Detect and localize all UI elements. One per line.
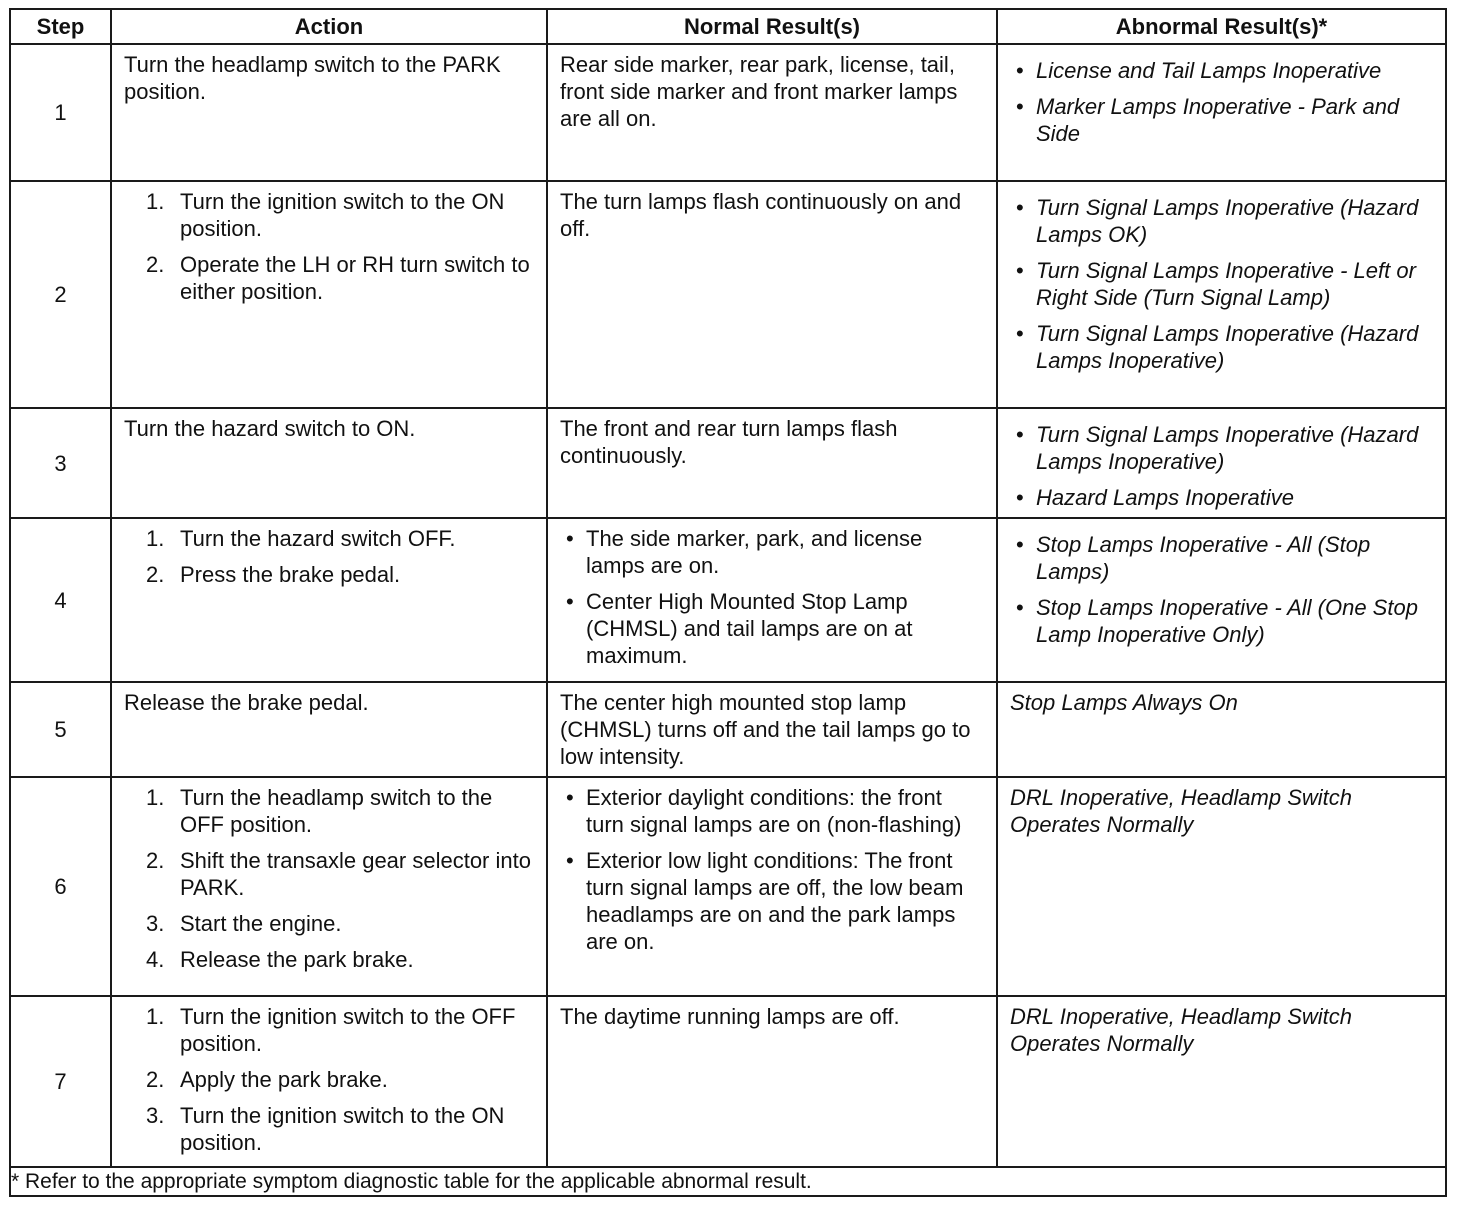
footnote: * Refer to the appropriate symptom diagnostic table for the applicable abnormal result.	[10, 1167, 1446, 1196]
abnormal-result-text: DRL Inoperative, Headlamp Switch Operates Normally	[1010, 1004, 1352, 1056]
table-row	[10, 777, 1446, 996]
step-index: 1.	[146, 189, 165, 214]
action-steps-list	[124, 1003, 534, 1156]
step-index: 4.	[146, 947, 165, 972]
action-text: Turn the headlamp switch to the PARK position.	[124, 52, 501, 104]
abnormal-result-item: • Hazard Lamps Inoperative	[1010, 484, 1433, 511]
action-cell	[111, 777, 547, 996]
normal-results-list	[560, 784, 984, 955]
normal-result-text: The front and rear turn lamps flash continuously.	[560, 416, 898, 468]
abnormal-result-cell	[997, 44, 1446, 181]
abnormal-results-list	[1010, 421, 1433, 511]
abnormal-result-cell	[997, 682, 1446, 777]
action-step	[146, 251, 534, 305]
action-step	[146, 1102, 534, 1156]
action-cell	[111, 996, 547, 1167]
table-row	[10, 682, 1446, 777]
normal-result-item: • Exterior daylight conditions: the front turn signal lamps are on (non-flashing)	[560, 784, 984, 838]
action-step	[146, 561, 534, 588]
table-body	[10, 44, 1446, 1167]
normal-result-text: The daytime running lamps are off.	[560, 1004, 900, 1029]
normal-result-cell	[547, 996, 997, 1167]
step-index: 3.	[146, 1103, 165, 1128]
action-steps-list	[124, 784, 534, 973]
action-step-text: Turn the ignition switch to the ON position.	[180, 1103, 505, 1155]
abnormal-result-cell	[997, 518, 1446, 682]
action-step	[146, 1003, 534, 1057]
action-cell	[111, 682, 547, 777]
step-index: 2.	[146, 562, 165, 587]
abnormal-results-list	[1010, 531, 1433, 648]
abnormal-result-cell	[997, 408, 1446, 518]
action-step-text: Start the engine.	[180, 911, 342, 936]
normal-result-cell	[547, 181, 997, 408]
action-step	[146, 1066, 534, 1093]
header-abnormal-results: Abnormal Result(s)*	[997, 9, 1446, 44]
action-step	[146, 784, 534, 838]
abnormal-result-item: • License and Tail Lamps Inoperative	[1010, 57, 1433, 84]
normal-result-cell	[547, 777, 997, 996]
action-step	[146, 910, 534, 937]
normal-result-text: The center high mounted stop lamp (CHMSL) turns off and the tail lamps go to low intensity.	[560, 690, 971, 769]
action-cell	[111, 181, 547, 408]
action-step-text: Release the park brake.	[180, 947, 414, 972]
step-number: 2	[10, 181, 111, 408]
step-number: 4	[10, 518, 111, 682]
step-index: 1.	[146, 526, 165, 551]
abnormal-results-list	[1010, 194, 1433, 374]
step-number: 7	[10, 996, 111, 1167]
step-index: 2.	[146, 848, 165, 873]
header-step: Step	[10, 9, 111, 44]
action-steps-list	[124, 525, 534, 588]
action-step	[146, 188, 534, 242]
abnormal-results-list	[1010, 57, 1433, 147]
action-text: Release the brake pedal.	[124, 690, 369, 715]
step-index: 2.	[146, 252, 165, 277]
abnormal-result-item: • Stop Lamps Inoperative - All (Stop Lamps)	[1010, 531, 1433, 585]
table-row	[10, 518, 1446, 682]
normal-result-item: • Center High Mounted Stop Lamp (CHMSL) and tail lamps are on at maximum.	[560, 588, 984, 669]
diagnostic-table	[9, 8, 1447, 1197]
abnormal-result-item: • Turn Signal Lamps Inoperative - Left or Right Side (Turn Signal Lamp)	[1010, 257, 1433, 311]
normal-result-text: Rear side marker, rear park, license, tail, front side marker and front marker lamps are all on.	[560, 52, 958, 131]
abnormal-result-item: • Marker Lamps Inoperative - Park and Side	[1010, 93, 1433, 147]
normal-results-list	[560, 525, 984, 669]
abnormal-result-item: • Turn Signal Lamps Inoperative (Hazard Lamps Inoperative)	[1010, 421, 1433, 475]
step-index: 3.	[146, 911, 165, 936]
step-index: 1.	[146, 785, 165, 810]
table-row	[10, 181, 1446, 408]
table-row	[10, 996, 1446, 1167]
action-step-text: Shift the transaxle gear selector into PARK.	[180, 848, 531, 900]
action-steps-list	[124, 188, 534, 305]
action-step	[146, 525, 534, 552]
abnormal-result-text: DRL Inoperative, Headlamp Switch Operates Normally	[1010, 785, 1352, 837]
normal-result-cell	[547, 44, 997, 181]
header-row	[10, 9, 1446, 44]
step-number: 1	[10, 44, 111, 181]
step-number: 5	[10, 682, 111, 777]
action-step-text: Turn the headlamp switch to the OFF position.	[180, 785, 493, 837]
step-number: 3	[10, 408, 111, 518]
abnormal-result-item: • Stop Lamps Inoperative - All (One Stop Lamp Inoperative Only)	[1010, 594, 1433, 648]
action-step-text: Press the brake pedal.	[180, 562, 401, 587]
abnormal-result-item: • Turn Signal Lamps Inoperative (Hazard Lamps OK)	[1010, 194, 1433, 248]
action-text: Turn the hazard switch to ON.	[124, 416, 416, 441]
normal-result-text: The turn lamps flash continuously on and off.	[560, 189, 962, 241]
abnormal-result-cell	[997, 996, 1446, 1167]
action-cell	[111, 44, 547, 181]
step-index: 2.	[146, 1067, 165, 1092]
footnote-row	[10, 1167, 1446, 1196]
abnormal-result-cell	[997, 777, 1446, 996]
abnormal-result-item: • Turn Signal Lamps Inoperative (Hazard Lamps Inoperative)	[1010, 320, 1433, 374]
action-step	[146, 946, 534, 973]
header-action: Action	[111, 9, 547, 44]
abnormal-result-cell	[997, 181, 1446, 408]
action-step-text: Turn the ignition switch to the ON position.	[180, 189, 505, 241]
abnormal-result-text: Stop Lamps Always On	[1010, 690, 1238, 715]
action-cell	[111, 408, 547, 518]
normal-result-item: • The side marker, park, and license lamps are on.	[560, 525, 984, 579]
normal-result-cell	[547, 682, 997, 777]
normal-result-cell	[547, 408, 997, 518]
normal-result-item: • Exterior low light conditions: The front turn signal lamps are off, the low beam headlamps are on and the park lamps are on.	[560, 847, 984, 955]
action-step	[146, 847, 534, 901]
action-step-text: Turn the hazard switch OFF.	[180, 526, 456, 551]
table-row	[10, 408, 1446, 518]
step-number: 6	[10, 777, 111, 996]
action-step-text: Apply the park brake.	[180, 1067, 388, 1092]
normal-result-cell	[547, 518, 997, 682]
table-row	[10, 44, 1446, 181]
action-step-text: Turn the ignition switch to the OFF position.	[180, 1004, 516, 1056]
step-index: 1.	[146, 1004, 165, 1029]
action-cell	[111, 518, 547, 682]
action-step-text: Operate the LH or RH turn switch to either position.	[180, 252, 530, 304]
header-normal-results: Normal Result(s)	[547, 9, 997, 44]
